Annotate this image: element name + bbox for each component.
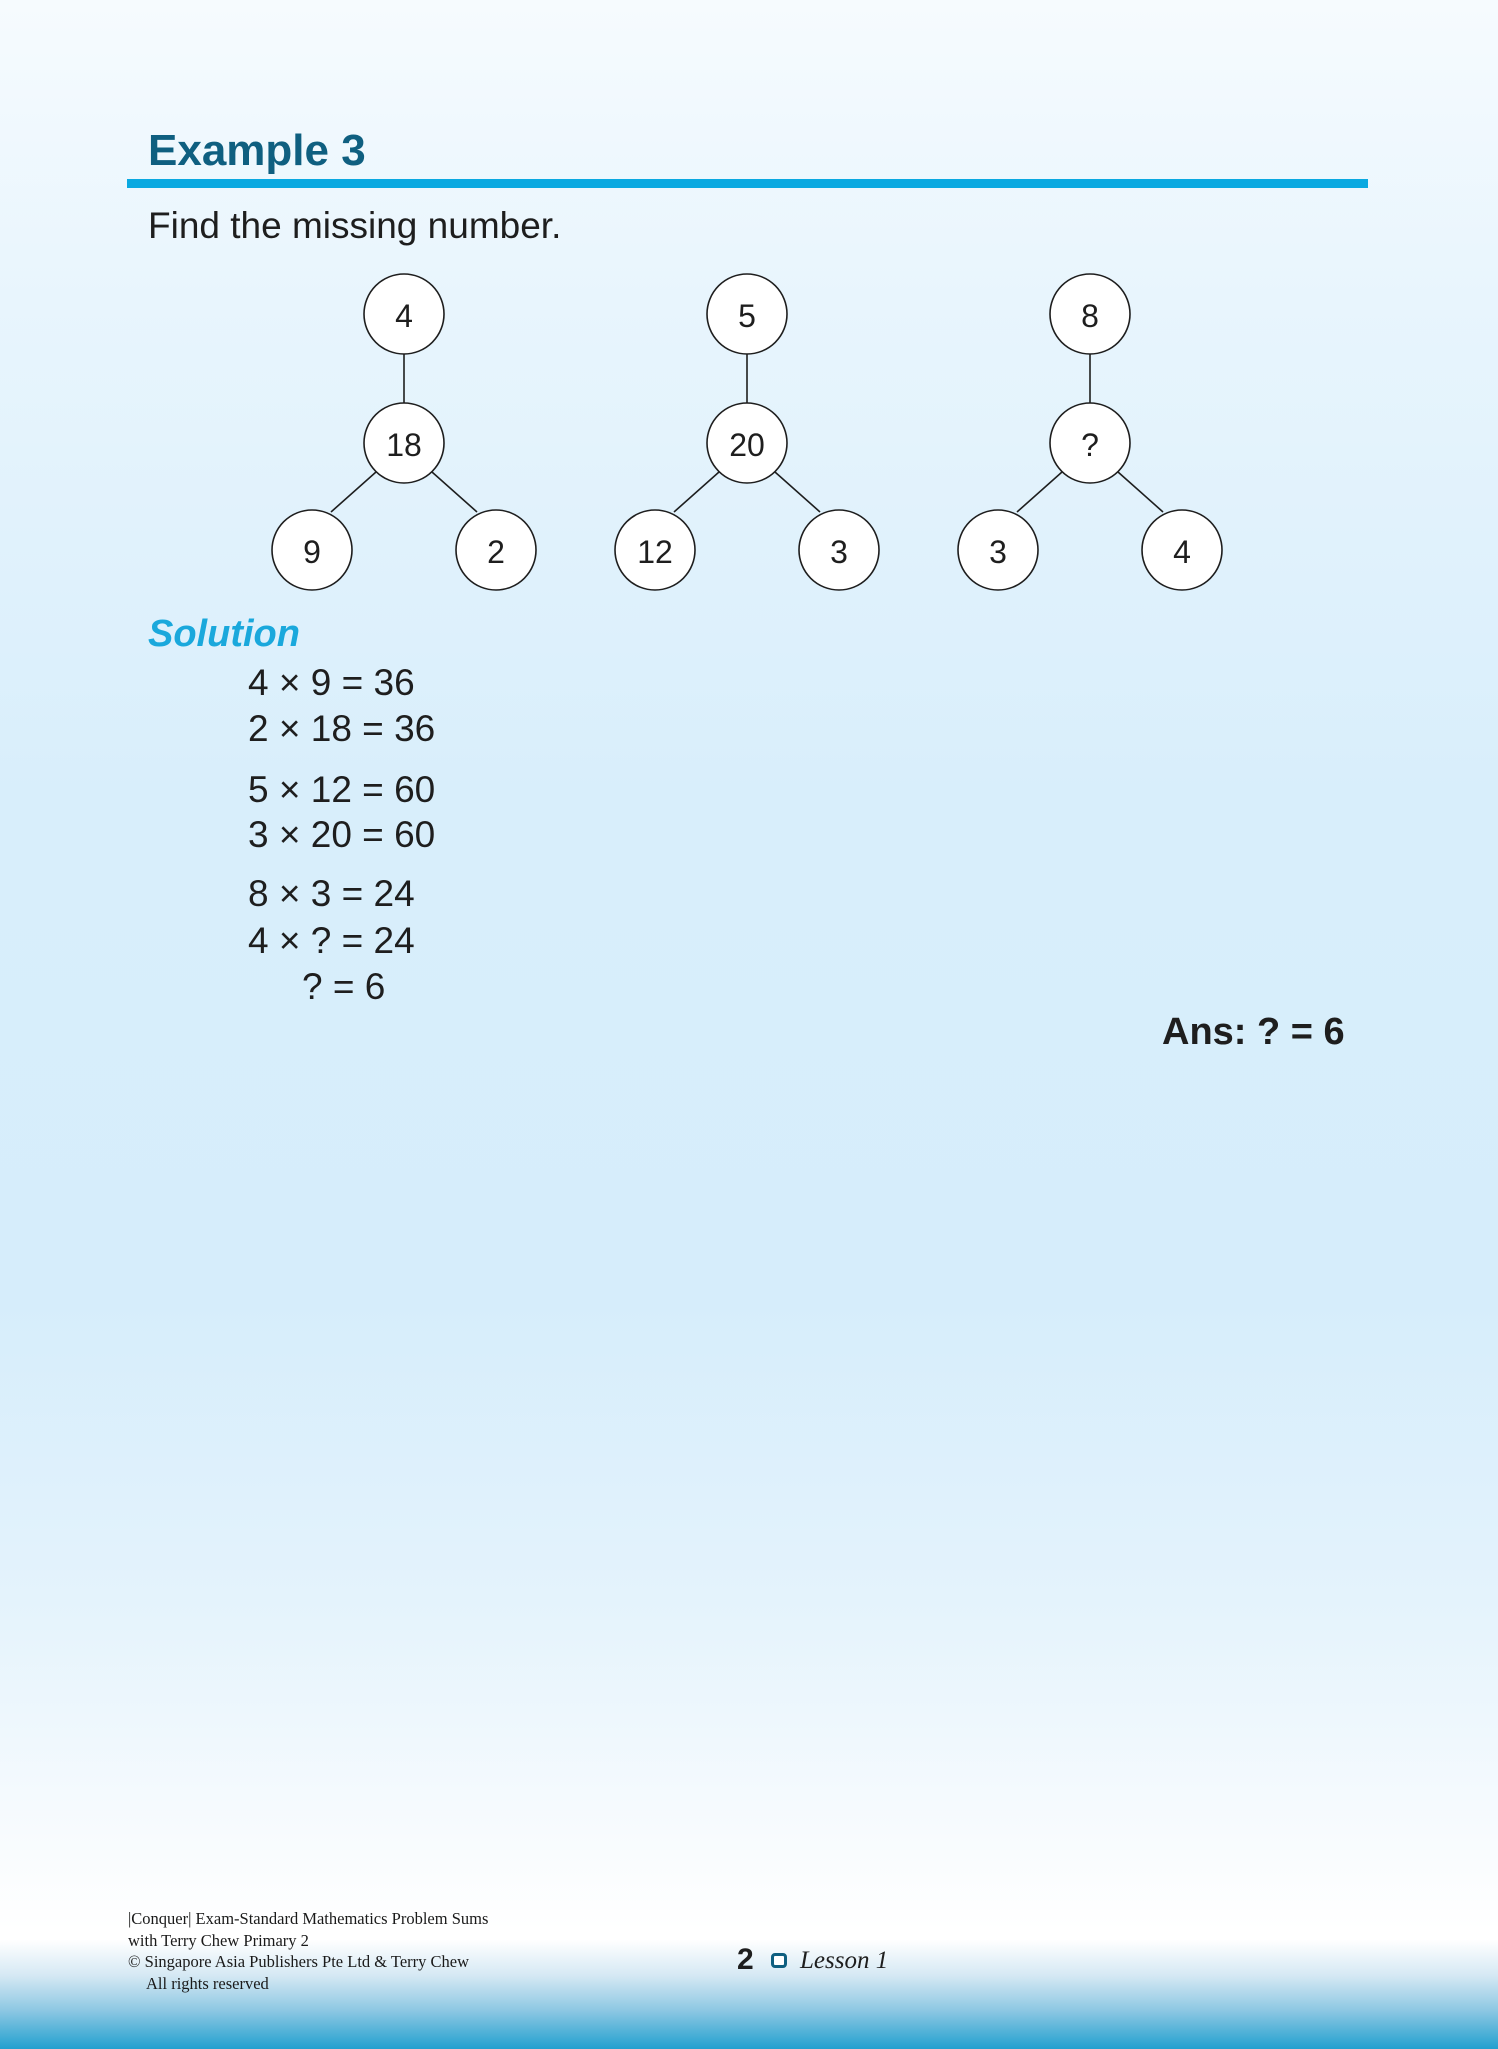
solution-heading: Solution xyxy=(148,613,300,655)
tree-node-right xyxy=(1142,510,1222,590)
question-prompt: Find the missing number. xyxy=(148,205,562,246)
tree-node-middle xyxy=(707,403,787,483)
svg-text:3: 3 xyxy=(989,534,1007,570)
square-bullet-icon xyxy=(771,1953,787,1968)
svg-text:?: ? xyxy=(1081,427,1099,463)
solution-step: 4 × ? = 24 xyxy=(248,920,415,961)
tree-node-middle xyxy=(364,403,444,483)
tree-node-top xyxy=(364,274,444,354)
number-trees-diagram xyxy=(0,0,1498,620)
solution-step: 3 × 20 = 60 xyxy=(248,814,436,855)
tree-node-top xyxy=(1050,274,1130,354)
svg-text:4: 4 xyxy=(1173,534,1191,570)
footer-book-title: |Conquer| Exam-Standard Mathematics Problem Sums xyxy=(128,1909,489,1928)
tree-node-top xyxy=(707,274,787,354)
solution-step: 4 × 9 = 36 xyxy=(248,662,415,703)
footer-copyright xyxy=(128,1908,488,1994)
svg-text:12: 12 xyxy=(637,534,673,570)
tree-edge xyxy=(432,472,477,512)
tree-node-left xyxy=(958,510,1038,590)
tree-edge xyxy=(1017,472,1062,512)
number-tree-3 xyxy=(958,274,1222,590)
svg-text:8: 8 xyxy=(1081,298,1099,334)
tree-node-left xyxy=(272,510,352,590)
example-title: Example 3 xyxy=(148,126,366,175)
tree-edge xyxy=(674,472,719,512)
svg-text:3: 3 xyxy=(830,534,848,570)
footer-rights: All rights reserved xyxy=(146,1973,269,1993)
footer-book-subtitle: with Terry Chew Primary 2 xyxy=(128,1930,309,1950)
solution-step: 5 × 12 = 60 xyxy=(248,769,436,810)
lesson-label: Lesson 1 xyxy=(800,1947,889,1974)
svg-text:18: 18 xyxy=(386,427,422,463)
svg-text:9: 9 xyxy=(303,534,321,570)
tree-node-right xyxy=(799,510,879,590)
footer-copyright-line: © Singapore Asia Publishers Pte Ltd & Terry Chew xyxy=(128,1952,470,1971)
tree-node-middle-missing xyxy=(1050,403,1130,483)
svg-text:20: 20 xyxy=(729,427,765,463)
tree-node-left xyxy=(615,510,695,590)
tree-edge xyxy=(331,472,376,512)
svg-text:4: 4 xyxy=(395,298,413,334)
solution-step: 8 × 3 = 24 xyxy=(248,873,415,914)
number-tree-2 xyxy=(615,274,879,590)
solution-step: 2 × 18 = 36 xyxy=(248,708,436,749)
solution-step-result: ? = 6 xyxy=(302,966,386,1007)
tree-node-right xyxy=(456,510,536,590)
final-answer: Ans: ? = 6 xyxy=(1162,1011,1345,1053)
number-tree-1 xyxy=(272,274,536,590)
svg-text:5: 5 xyxy=(738,298,756,334)
tree-edge xyxy=(775,472,820,512)
svg-text:2: 2 xyxy=(487,534,505,570)
tree-edge xyxy=(1118,472,1163,512)
page-number: 2 xyxy=(737,1943,754,1976)
